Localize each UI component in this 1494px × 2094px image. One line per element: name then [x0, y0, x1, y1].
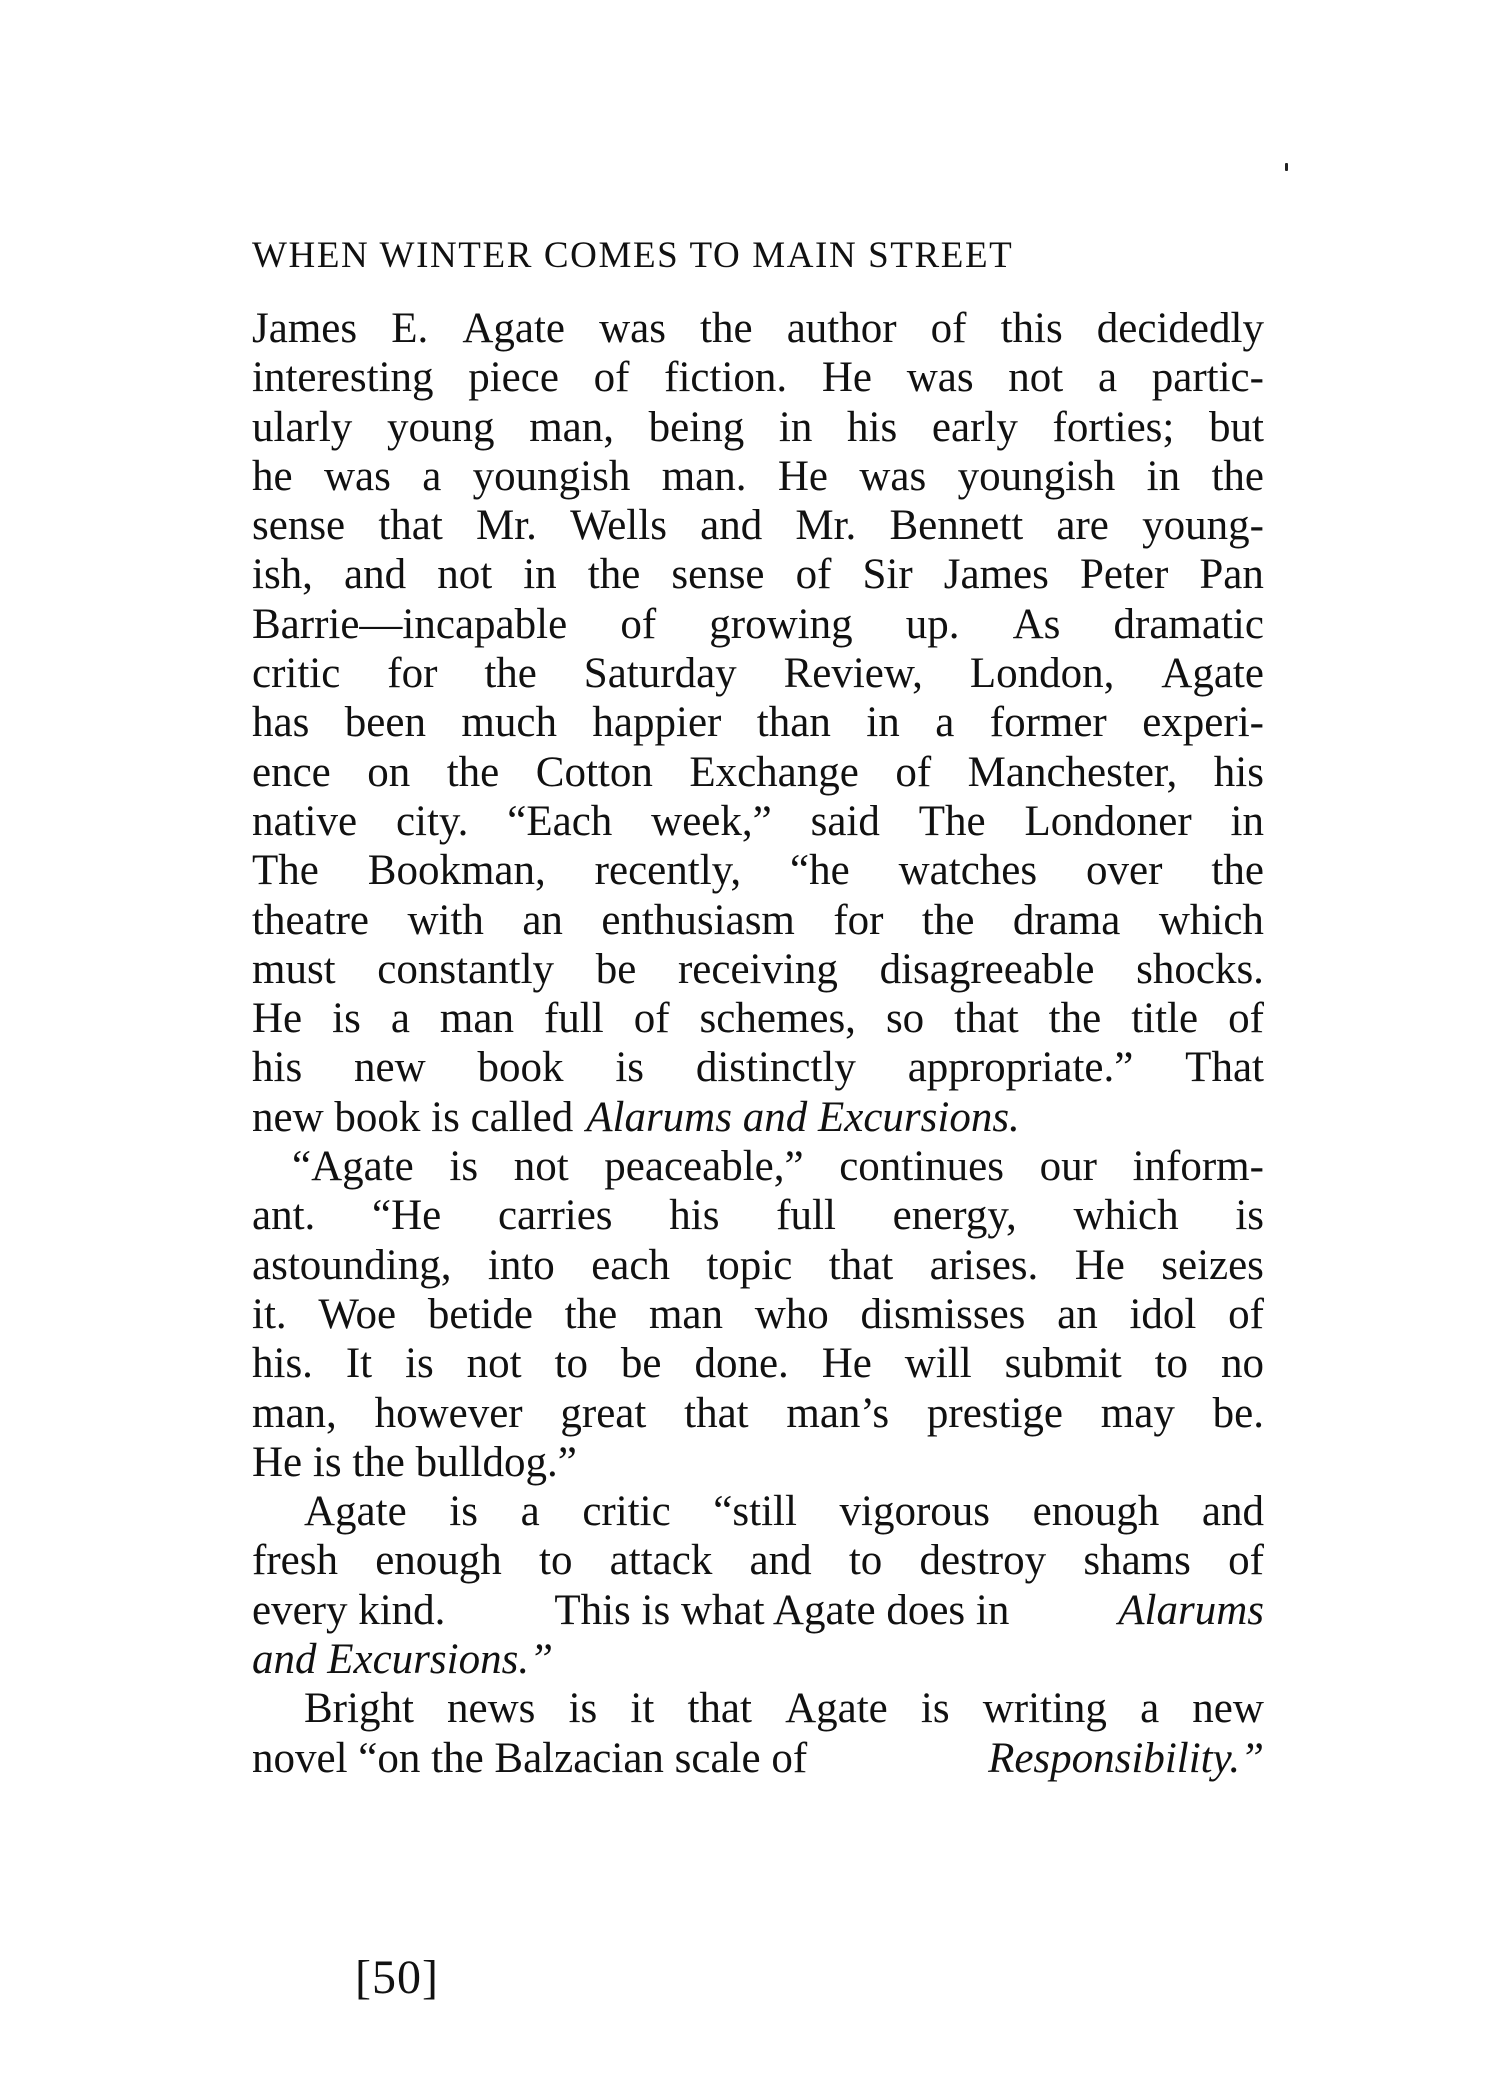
- word: seizes: [1161, 1241, 1264, 1289]
- word: the: [700, 305, 753, 352]
- word: receiving: [677, 945, 838, 993]
- text-line: [252, 1191, 1264, 1240]
- italic-text-segment: and Excursions.”: [252, 1636, 553, 1684]
- word: “he: [790, 847, 850, 895]
- word: theatre: [252, 896, 369, 944]
- word: was: [859, 452, 927, 500]
- word: Agate: [304, 1488, 407, 1536]
- word: is: [568, 1685, 598, 1733]
- word: man: [439, 995, 514, 1043]
- text-line: [252, 1684, 1264, 1733]
- word: young-: [1142, 502, 1264, 550]
- word: man.: [661, 452, 747, 500]
- text-line: [252, 797, 1264, 846]
- word: his: [1213, 748, 1264, 796]
- word: book: [477, 1044, 564, 1092]
- word: Woe: [318, 1290, 397, 1338]
- word: must: [252, 945, 336, 993]
- word: London,: [969, 650, 1115, 698]
- word: been: [344, 699, 426, 747]
- word: be: [595, 945, 637, 993]
- word: has: [252, 699, 310, 747]
- word: news: [447, 1685, 536, 1733]
- word: attack: [609, 1537, 713, 1585]
- word: schemes,: [699, 995, 856, 1043]
- word: is: [1235, 1192, 1264, 1240]
- word: appropriate.”: [907, 1044, 1134, 1092]
- word: man’s: [786, 1389, 890, 1437]
- word: Saturday: [583, 650, 737, 698]
- word: in: [866, 699, 900, 747]
- text-segment: He is the bulldog.”: [252, 1438, 577, 1486]
- word: to: [848, 1537, 883, 1585]
- word: dismisses: [860, 1290, 1026, 1338]
- word: peaceable,”: [604, 1143, 804, 1191]
- word: the: [484, 650, 537, 698]
- word: James: [252, 305, 358, 352]
- text-line: [252, 994, 1264, 1043]
- word: young: [387, 403, 495, 451]
- word: Exchange: [689, 748, 859, 796]
- word: was: [906, 354, 974, 402]
- word: Manchester,: [967, 748, 1178, 796]
- text-line: [252, 353, 1264, 402]
- word: is: [920, 1685, 950, 1733]
- word: watches: [898, 847, 1038, 895]
- text-line: [252, 1536, 1264, 1585]
- word: “Each: [507, 797, 613, 845]
- word: ant.: [252, 1192, 316, 1240]
- word: that: [828, 1241, 894, 1289]
- word: an: [1057, 1290, 1098, 1338]
- word: of: [1228, 1290, 1264, 1338]
- word: man,: [252, 1389, 337, 1437]
- word: distinctly: [695, 1044, 856, 1092]
- word: in: [1230, 797, 1264, 845]
- word: for: [387, 650, 438, 698]
- text-line: [252, 501, 1264, 550]
- word: ish,: [252, 551, 313, 599]
- word: happier: [592, 699, 722, 747]
- word: a: [1097, 354, 1118, 402]
- word: is: [332, 995, 361, 1043]
- word: of: [895, 748, 932, 796]
- word: full: [776, 1192, 836, 1240]
- word: Wells: [570, 502, 667, 550]
- text-line: [252, 698, 1264, 747]
- word: in: [778, 403, 813, 451]
- word: it: [630, 1685, 655, 1733]
- word: no: [1220, 1340, 1264, 1388]
- word: said: [810, 797, 880, 845]
- word: Pan: [1199, 551, 1264, 599]
- word: over: [1086, 847, 1163, 895]
- word: which: [1158, 896, 1264, 944]
- word: of: [1228, 1537, 1264, 1585]
- word: a: [390, 995, 410, 1043]
- text-line: [252, 1438, 1264, 1487]
- word: his: [669, 1192, 720, 1240]
- word: “He: [372, 1192, 442, 1240]
- word: new: [1192, 1685, 1264, 1733]
- text-line: [252, 403, 1264, 452]
- word: fiction.: [664, 354, 788, 402]
- body-text: [252, 304, 1264, 1783]
- word: He: [821, 1340, 872, 1388]
- word: disagreeable: [879, 945, 1095, 993]
- word: submit: [1004, 1340, 1122, 1388]
- text-line: [252, 1635, 1264, 1684]
- word: The: [252, 847, 319, 895]
- word: destroy: [919, 1537, 1047, 1585]
- word: not: [513, 1143, 569, 1191]
- page-number: [50]: [355, 1951, 439, 2004]
- text-line: [252, 550, 1264, 599]
- word: Review,: [783, 650, 923, 698]
- text-line: [252, 846, 1264, 895]
- word: growing: [709, 600, 853, 648]
- word: and: [1201, 1488, 1264, 1536]
- word: enough: [375, 1537, 502, 1585]
- text-line: [252, 452, 1264, 501]
- word: of: [1228, 995, 1264, 1043]
- text-segment: every kind.: [252, 1586, 446, 1634]
- text-line: [252, 1290, 1264, 1339]
- word: shocks.: [1136, 945, 1264, 993]
- word: partic-: [1151, 354, 1264, 402]
- word: that: [954, 995, 1019, 1043]
- text-segment: novel “on the Balzacian scale of: [252, 1734, 808, 1782]
- word: the: [564, 1290, 618, 1338]
- word: enthusiasm: [601, 896, 795, 944]
- word: week,”: [651, 797, 772, 845]
- word: experi-: [1142, 699, 1264, 747]
- text-line: [252, 1339, 1264, 1388]
- word: to: [539, 1537, 573, 1585]
- word: great: [560, 1389, 647, 1437]
- word: not: [437, 551, 493, 599]
- word: sense: [671, 551, 765, 599]
- word: youngish: [472, 452, 631, 500]
- word: much: [461, 699, 557, 747]
- word: The: [918, 797, 986, 845]
- word: of: [795, 551, 832, 599]
- word: is: [449, 1143, 479, 1191]
- word: continues: [839, 1143, 1005, 1191]
- word: interesting: [252, 354, 434, 402]
- text-line: [252, 649, 1264, 698]
- word: this: [1000, 305, 1063, 352]
- word: vigorous: [839, 1488, 991, 1536]
- word: sense: [252, 502, 346, 550]
- word: critic: [252, 650, 341, 698]
- word: the: [446, 748, 500, 796]
- word: man,: [529, 403, 614, 451]
- word: up.: [905, 600, 960, 648]
- word: drama: [1012, 896, 1121, 944]
- word: Mr.: [795, 502, 857, 550]
- word: with: [407, 896, 484, 944]
- word: his: [252, 1044, 303, 1092]
- word: not: [466, 1340, 522, 1388]
- word: in: [523, 551, 557, 599]
- word: the: [587, 551, 641, 599]
- word: “still: [713, 1488, 797, 1536]
- word: done.: [694, 1340, 789, 1388]
- word: decidedly: [1096, 305, 1264, 352]
- word: the: [1048, 995, 1102, 1043]
- word: new: [354, 1044, 426, 1092]
- word: arises.: [929, 1241, 1039, 1289]
- text-line: [252, 1734, 1264, 1783]
- word: the: [1211, 452, 1264, 500]
- word: fresh: [252, 1537, 338, 1585]
- word: a: [1140, 1685, 1160, 1733]
- word: betide: [427, 1290, 533, 1338]
- word: which: [1073, 1192, 1179, 1240]
- word: energy,: [892, 1192, 1017, 1240]
- word: dramatic: [1113, 600, 1264, 648]
- word: youngish: [957, 452, 1116, 500]
- word: each: [591, 1241, 670, 1289]
- word: are: [1056, 502, 1109, 550]
- word: being: [648, 403, 745, 451]
- word: his: [847, 403, 898, 451]
- word: full: [543, 995, 604, 1043]
- word: piece: [468, 354, 559, 402]
- text-segment: This is what Agate does in: [554, 1586, 1010, 1634]
- word: Peter: [1079, 551, 1169, 599]
- text-line: [252, 1487, 1264, 1536]
- word: title: [1131, 995, 1199, 1043]
- word: is: [405, 1340, 434, 1388]
- word: author: [786, 305, 897, 352]
- word: he: [252, 452, 293, 500]
- word: however: [374, 1389, 523, 1437]
- word: may: [1100, 1389, 1175, 1437]
- word: Cotton: [535, 748, 653, 796]
- word: idol: [1129, 1290, 1197, 1338]
- text-line: [252, 1043, 1264, 1092]
- word: Agate: [462, 305, 565, 352]
- word: ence: [252, 748, 331, 796]
- word: man: [648, 1290, 723, 1338]
- word: not: [1008, 354, 1064, 402]
- word: the: [1211, 847, 1264, 895]
- word: than: [756, 699, 831, 747]
- text-line: [252, 600, 1264, 649]
- word: He: [821, 354, 872, 402]
- word: “Agate: [292, 1143, 414, 1191]
- word: topic: [706, 1241, 793, 1289]
- text-line: [252, 945, 1264, 994]
- word: it.: [252, 1290, 287, 1338]
- word: a: [422, 452, 442, 500]
- running-head: WHEN WINTER COMES TO MAIN STREET: [252, 235, 1014, 276]
- word: a: [935, 699, 955, 747]
- word: James: [943, 551, 1049, 599]
- word: Agate: [1161, 650, 1264, 698]
- word: Barrie—incapable: [252, 600, 568, 648]
- word: carries: [497, 1192, 613, 1240]
- word: city.: [395, 797, 469, 845]
- word: our: [1039, 1143, 1097, 1191]
- word: be.: [1212, 1389, 1264, 1437]
- text-line: [252, 1241, 1264, 1290]
- word: of: [620, 600, 657, 648]
- word: As: [1012, 600, 1061, 648]
- word: ularly: [252, 403, 353, 451]
- word: will: [904, 1340, 972, 1388]
- word: He: [777, 452, 828, 500]
- italic-text-segment: Alarums: [1118, 1586, 1264, 1634]
- word: of: [633, 995, 670, 1043]
- word: Bennett: [889, 502, 1024, 550]
- word: be: [620, 1340, 662, 1388]
- word: Sir: [862, 551, 913, 599]
- word: was: [599, 305, 666, 352]
- text-line: [252, 1389, 1264, 1438]
- word: of: [593, 354, 630, 402]
- word: critic: [582, 1488, 671, 1536]
- word: He: [252, 995, 303, 1043]
- italic-text-segment: Responsibility.”: [988, 1734, 1264, 1782]
- word: that: [687, 1685, 752, 1733]
- text-line: [252, 1093, 1264, 1142]
- word: Bookman,: [367, 847, 546, 895]
- word: astounding,: [252, 1241, 452, 1289]
- word: constantly: [377, 945, 555, 993]
- word: but: [1209, 403, 1264, 451]
- word: He: [1074, 1241, 1125, 1289]
- word: on: [367, 748, 411, 796]
- word: in: [1146, 452, 1181, 500]
- word: Agate: [785, 1685, 888, 1733]
- word: Bright: [304, 1685, 414, 1733]
- word: native: [252, 797, 358, 845]
- word: to: [554, 1340, 588, 1388]
- word: Londoner: [1024, 797, 1192, 845]
- text-line: [252, 748, 1264, 797]
- word: into: [487, 1241, 555, 1289]
- word: E.: [391, 305, 429, 352]
- word: was: [323, 452, 391, 500]
- text-line: [252, 304, 1264, 353]
- word: that: [378, 502, 443, 550]
- word: the: [921, 896, 975, 944]
- text-line: [252, 1142, 1264, 1191]
- text-segment: new book is called: [252, 1093, 574, 1141]
- word: It: [345, 1340, 373, 1388]
- word: writing: [982, 1685, 1107, 1733]
- word: for: [833, 896, 884, 944]
- word: enough: [1032, 1488, 1160, 1536]
- word: to: [1154, 1340, 1189, 1388]
- word: and: [344, 551, 407, 599]
- word: Mr.: [475, 502, 537, 550]
- word: former: [989, 699, 1107, 747]
- italic-text-segment: Alarums and Excursions.: [586, 1093, 1020, 1141]
- print-speck: [1285, 163, 1288, 171]
- word: shams: [1083, 1537, 1191, 1585]
- word: and: [700, 502, 763, 550]
- word: recently,: [594, 847, 742, 895]
- word: a: [520, 1488, 540, 1536]
- word: inform-: [1132, 1143, 1264, 1191]
- word: That: [1185, 1044, 1264, 1092]
- word: and: [749, 1537, 812, 1585]
- word: forties;: [1052, 403, 1175, 451]
- word: of: [930, 305, 967, 352]
- word: who: [754, 1290, 829, 1338]
- word: so: [885, 995, 925, 1043]
- word: an: [522, 896, 563, 944]
- word: is: [615, 1044, 644, 1092]
- text-line: [252, 1586, 1264, 1635]
- word: his.: [252, 1340, 313, 1388]
- word: is: [449, 1488, 478, 1536]
- word: that: [684, 1389, 749, 1437]
- word: early: [931, 403, 1018, 451]
- text-line: [252, 896, 1264, 945]
- word: prestige: [926, 1389, 1064, 1437]
